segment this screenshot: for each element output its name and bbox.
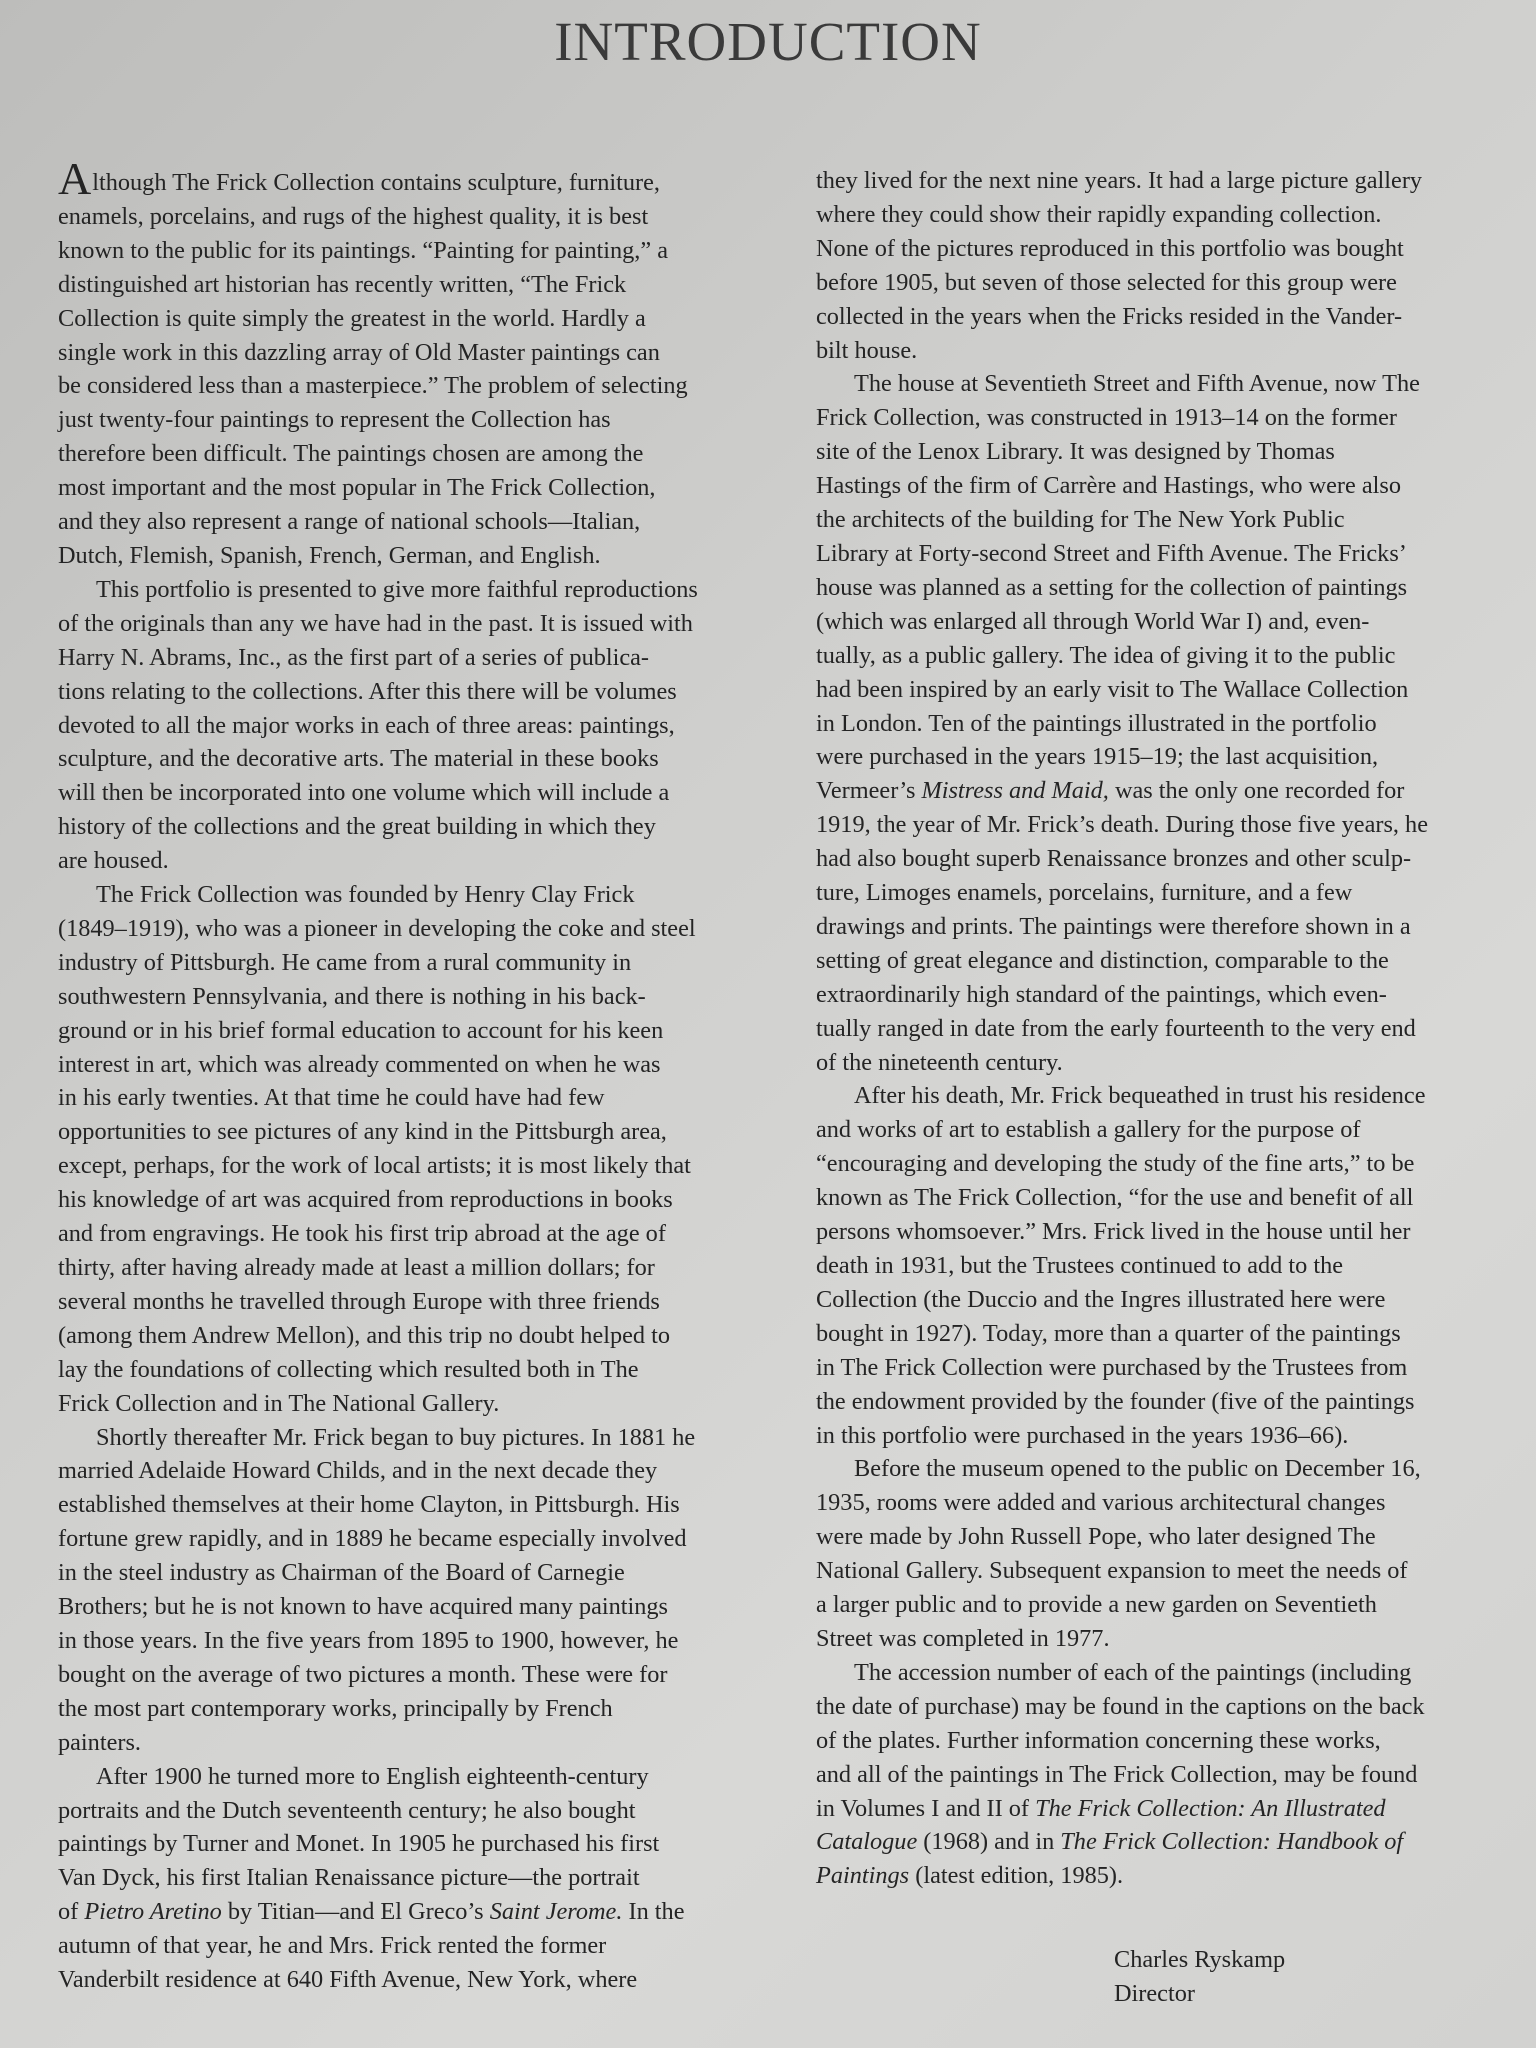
text-line: and from engravings. He took his first trip abroad at the age of	[58, 1220, 666, 1248]
text-line: Although The Frick Collection contains sculpture, furniture,	[58, 153, 660, 204]
text-line: opportunities to see pictures of any kind in the Pittsburgh area,	[58, 1118, 667, 1146]
text-line: Frick Collection, was constructed in 1913–14 on the former	[816, 404, 1397, 432]
text-line: Catalogue (1968) and in The Frick Collection: Handbook of	[816, 1828, 1404, 1856]
text-line: in The Frick Collection were purchased by the Trustees from	[816, 1353, 1408, 1381]
paragraph	[58, 1421, 748, 1760]
text-line: collected in the years when the Fricks resided in the Vander-	[816, 302, 1403, 330]
text-line: (which was enlarged all through World War I) and, even-	[816, 607, 1370, 635]
text-line: known as The Frick Collection, “for the use and benefit of all	[816, 1184, 1414, 1212]
paragraph	[816, 1656, 1516, 1893]
text-line: the most part contemporary works, principally by French	[58, 1694, 613, 1722]
text-line: tions relating to the collections. After this there will be volumes	[58, 677, 677, 705]
text-line: 1935, rooms were added and various architectural changes	[816, 1489, 1386, 1517]
text-line: distinguished art historian has recently written, “The Frick	[58, 270, 627, 298]
text-line: paintings by Turner and Monet. In 1905 he purchased his first	[58, 1830, 660, 1858]
text-line: site of the Lenox Library. It was designed by Thomas	[816, 438, 1335, 466]
text-line: After his death, Mr. Frick bequeathed in trust his residence	[854, 1082, 1426, 1110]
signature	[1114, 1943, 1285, 2011]
text-line: Paintings (latest edition, 1985).	[816, 1862, 1124, 1890]
text-line: tually, as a public gallery. The idea of giving it to the public	[816, 641, 1396, 669]
text-line: established themselves at their home Clayton, in Pittsburgh. His	[58, 1491, 680, 1519]
text-line: Collection (the Duccio and the Ingres illustrated here were	[816, 1285, 1386, 1313]
text-line: known to the public for its paintings. “Painting for painting,” a	[58, 236, 669, 264]
text-line: in those years. In the five years from 1895 to 1900, however, he	[58, 1626, 679, 1654]
text-line: in this portfolio were purchased in the years 1936–66).	[816, 1421, 1349, 1449]
text-line: will then be incorporated into one volume which will include a	[58, 779, 670, 807]
text-line: most important and the most popular in The Frick Collection,	[58, 474, 656, 502]
text-line: were made by John Russell Pope, who later designed The	[816, 1523, 1376, 1551]
text-line: ground or in his brief formal education to account for his keen	[58, 1016, 664, 1044]
text-line: be considered less than a masterpiece.” The problem of selecting	[58, 372, 688, 400]
text-line: single work in this dazzling array of Old Master paintings can	[58, 338, 660, 366]
text-line: and all of the paintings in The Frick Collection, may be found	[816, 1760, 1418, 1788]
text-line: The Frick Collection was founded by Henry Clay Frick	[96, 881, 635, 909]
text-line: Dutch, Flemish, Spanish, French, German, and English.	[58, 541, 601, 569]
text-line: in London. Ten of the paintings illustrated in the portfolio	[816, 709, 1377, 737]
text-line: (among them Andrew Mellon), and this trip no doubt helped to	[58, 1321, 671, 1349]
text-line: except, perhaps, for the work of local artists; it is most likely that	[58, 1152, 691, 1180]
text-line: bought in 1927). Today, more than a quarter of the paintings	[816, 1319, 1401, 1347]
paragraph	[816, 164, 1516, 367]
text-line: setting of great elegance and distinction, comparable to the	[816, 946, 1389, 974]
text-line: Street was completed in 1977.	[816, 1624, 1110, 1652]
text-line: they lived for the next nine years. It had a large picture gallery	[816, 167, 1423, 194]
text-line: his knowledge of art was acquired from reproductions in books	[58, 1186, 673, 1214]
text-line: were purchased in the years 1915–19; the last acquisition,	[816, 743, 1379, 771]
text-line: extraordinarily high standard of the paintings, which even-	[816, 980, 1387, 1008]
signature-role: Director	[1114, 1980, 1195, 2007]
text-line: in the steel industry as Chairman of the Board of Carnegie	[58, 1559, 625, 1587]
text-line: The accession number of each of the paintings (including	[854, 1658, 1412, 1686]
text-line: Hastings of the firm of Carrère and Hastings, who were also	[816, 472, 1401, 500]
text-line: married Adelaide Howard Childs, and in the next decade they	[58, 1457, 658, 1485]
text-line: Harry N. Abrams, Inc., as the first part of a series of publica-	[58, 643, 650, 671]
text-line: This portfolio is presented to give more faithful reproductions	[96, 575, 698, 603]
text-line: Library at Forty-second Street and Fifth Avenue. The Fricks’	[816, 539, 1407, 567]
text-line: the date of purchase) may be found in the captions on the back	[816, 1692, 1425, 1720]
text-line: autumn of that year, he and Mrs. Frick rented the former	[58, 1932, 607, 1960]
text-line: thirty, after having already made at least a million dollars; for	[58, 1254, 655, 1281]
text-line: tually ranged in date from the early fourteenth to the very end	[816, 1014, 1416, 1042]
text-line: drawings and prints. The paintings were therefore shown in a	[816, 912, 1411, 940]
text-line: Before the museum opened to the public on December 16,	[854, 1455, 1421, 1483]
text-line: None of the pictures reproduced in this portfolio was bought	[816, 234, 1404, 262]
paragraph	[58, 573, 748, 878]
text-line: bilt house.	[816, 336, 918, 364]
text-line: had also bought superb Renaissance bronzes and other sculp-	[816, 845, 1412, 873]
text-line: ture, Limoges enamels, porcelains, furniture, and a few	[816, 879, 1353, 907]
paragraph	[816, 367, 1516, 1079]
text-line: several months he travelled through Europe with three friends	[58, 1287, 660, 1315]
text-line: Frick Collection and in The National Gallery.	[58, 1389, 500, 1417]
text-line: the architects of the building for The New York Public	[816, 506, 1345, 534]
text-line: where they could show their rapidly expanding collection.	[816, 200, 1382, 228]
text-line: of the nineteenth century.	[816, 1048, 1063, 1076]
text-line: are housed.	[58, 847, 169, 875]
text-line: and they also represent a range of national schools—Italian,	[58, 508, 641, 536]
text-line: lay the foundations of collecting which resulted both in The	[58, 1355, 639, 1383]
paragraph	[58, 1760, 748, 1997]
text-line: of the plates. Further information concerning these works,	[816, 1726, 1381, 1754]
text-line: fortune grew rapidly, and in 1889 he became especially involved	[58, 1525, 687, 1553]
text-line: Van Dyck, his first Italian Renaissance picture—the portrait	[58, 1864, 640, 1892]
text-line: history of the collections and the great building in which they	[58, 813, 656, 841]
text-line: bought on the average of two pictures a month. These were for	[58, 1660, 668, 1688]
paragraph	[816, 1079, 1516, 1452]
text-line: a larger public and to provide a new garden on Seventieth	[816, 1591, 1377, 1619]
text-line: industry of Pittsburgh. He came from a rural community in	[58, 948, 632, 976]
text-line: in Volumes I and II of The Frick Collection: An Illustrated	[816, 1794, 1386, 1822]
text-line: in his early twenties. At that time he could have had few	[58, 1084, 605, 1112]
paragraph	[816, 1452, 1516, 1655]
text-line: devoted to all the major works in each of three areas: paintings,	[58, 711, 675, 739]
text-line: before 1905, but seven of those selected for this group were	[816, 268, 1397, 296]
text-line: sculpture, and the decorative arts. The material in these books	[58, 745, 659, 773]
text-line: and works of art to establish a gallery for the purpose of	[816, 1116, 1361, 1144]
text-line: 1919, the year of Mr. Frick’s death. During those five years, he	[816, 811, 1428, 839]
text-line: just twenty-four paintings to represent the Collection has	[58, 406, 611, 434]
text-line: therefore been difficult. The paintings chosen are among the	[58, 440, 644, 468]
text-line: house was planned as a setting for the collection of paintings	[816, 573, 1408, 601]
text-line: Brothers; but he is not known to have acquired many paintings	[58, 1593, 669, 1621]
text-line: of Pietro Aretino by Titian—and El Greco’s Saint Jerome. In the	[58, 1898, 685, 1926]
right-text-column	[816, 164, 1516, 1893]
text-line: southwestern Pennsylvania, and there is nothing in his back-	[58, 982, 646, 1010]
text-line: (1849–1919), who was a pioneer in developing the coke and steel	[58, 914, 696, 942]
text-line: Shortly thereafter Mr. Frick began to buy pictures. In 1881 he	[96, 1423, 696, 1451]
text-line: painters.	[58, 1728, 141, 1756]
text-line: portraits and the Dutch seventeenth century; he also bought	[58, 1796, 636, 1824]
text-line: Vanderbilt residence at 640 Fifth Avenue, New York, where	[58, 1966, 638, 1994]
text-line: interest in art, which was already commented on when he was	[58, 1050, 661, 1078]
text-line: Vermeer’s Mistress and Maid, was the only one recorded for	[816, 777, 1405, 805]
text-line: the endowment provided by the founder (five of the paintings	[816, 1387, 1415, 1415]
left-text-column	[58, 153, 748, 1997]
text-line: death in 1931, but the Trustees continued to add to the	[816, 1252, 1344, 1279]
signature-name: Charles Ryskamp	[1114, 1946, 1286, 1973]
text-line: “encouraging and developing the study of the fine arts,” to be	[816, 1150, 1415, 1178]
paragraph	[58, 153, 748, 573]
text-line: After 1900 he turned more to English eighteenth-century	[96, 1762, 649, 1790]
text-line: Collection is quite simply the greatest in the world. Hardly a	[58, 304, 646, 332]
paragraph	[58, 878, 748, 1421]
text-line: enamels, porcelains, and rugs of the highest quality, it is best	[58, 202, 649, 230]
text-line: had been inspired by an early visit to The Wallace Collection	[816, 675, 1409, 703]
text-line: persons whomsoever.” Mrs. Frick lived in the house until her	[816, 1218, 1411, 1246]
text-line: of the originals than any we have had in the past. It is issued with	[58, 609, 693, 637]
text-line: The house at Seventieth Street and Fifth Avenue, now The	[854, 370, 1420, 398]
page-title: INTRODUCTION	[554, 11, 982, 72]
text-line: National Gallery. Subsequent expansion to meet the needs of	[816, 1557, 1408, 1585]
